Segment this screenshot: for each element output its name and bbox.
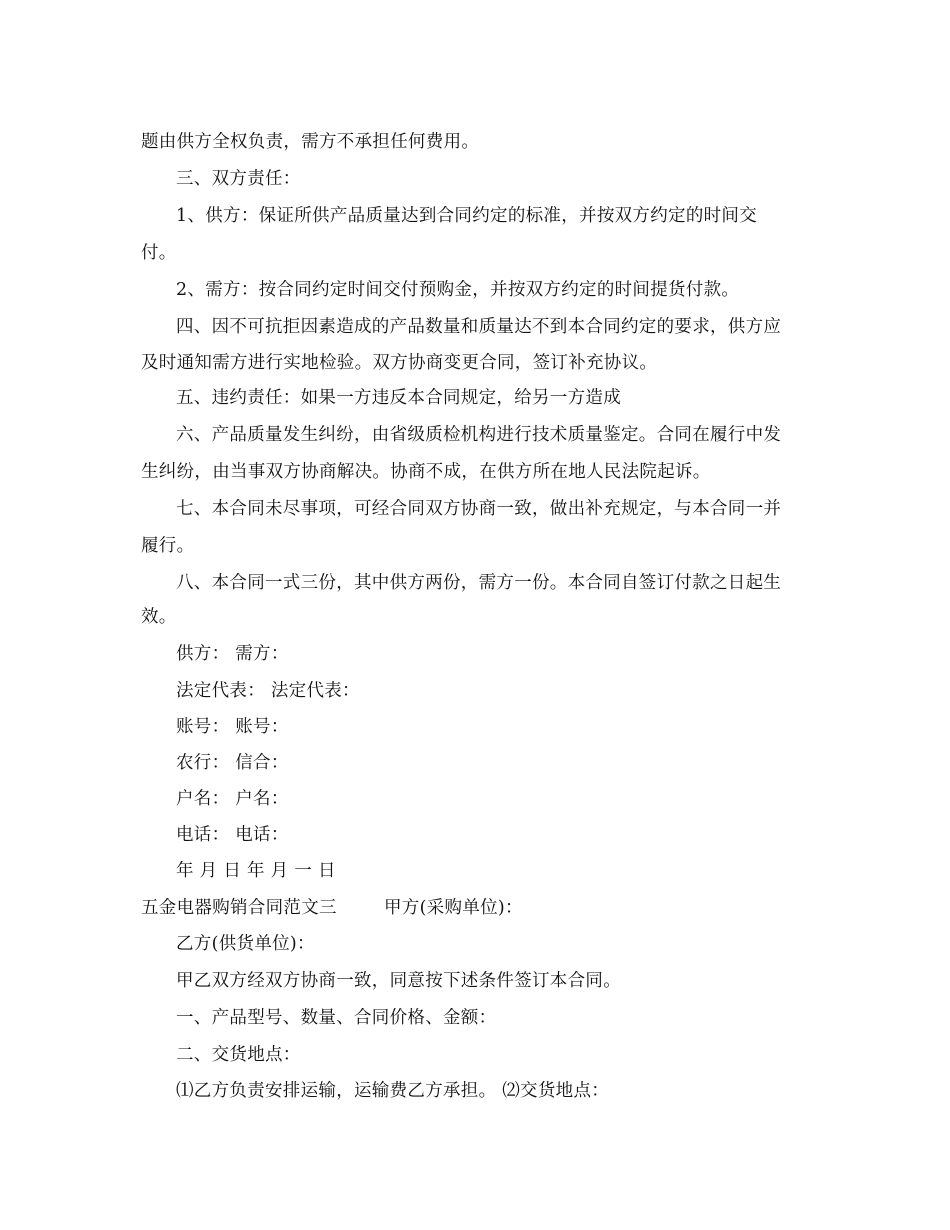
party-a-label: 甲方(采购单位)： — [384, 898, 523, 918]
signature-field: 电话： 电话： — [176, 825, 289, 845]
party-b-label: 乙方(供货单位)： — [176, 934, 315, 954]
date-line: 年 月 日 年 月 一 日 — [176, 861, 336, 881]
text-line: 五、违约责任：如果一方违反本合同规定，给另一方造成 — [176, 388, 621, 408]
text-line: 七、本合同未尽事项，可经合同双方协商一致，做出补充规定，与本合同一并 — [176, 499, 782, 519]
signature-field: 账号： 账号： — [176, 717, 289, 737]
text-line: 题由供方全权负责，需方不承担任何费用。 — [141, 132, 480, 152]
text-line: 2、需方：按合同约定时间交付预购金，并按双方约定的时间提货付款。 — [176, 280, 740, 300]
text-line: 效。 — [141, 607, 177, 627]
text-line: 甲乙双方经双方协商一致，同意按下述条件签订本合同。 — [176, 971, 621, 991]
section-heading: 三、双方责任： — [176, 169, 301, 189]
section-heading: 二、交货地点： — [176, 1045, 301, 1065]
signature-field: 户名： 户名： — [176, 789, 289, 809]
text-line: 1、供方：保证所供产品质量达到合同约定的标准，并按双方约定的时间交 — [176, 206, 758, 226]
signature-field: 供方： 需方： — [176, 644, 289, 664]
text-line: 生纠纷，由当事双方协商解决。协商不成，在供方所在地人民法院起诉。 — [141, 462, 711, 482]
text-line: 六、产品质量发生纠纷，由省级质检机构进行技术质量鉴定。合同在履行中发 — [176, 425, 782, 445]
text-line: 付。 — [141, 243, 177, 263]
text-line: 八、本合同一式三份，其中供方两份，需方一份。本合同自签订付款之日起生 — [176, 573, 782, 593]
section-heading: 一、产品型号、数量、合同价格、金额： — [176, 1008, 497, 1028]
text-line: ⑴乙方负责安排运输，运输费乙方承担。 ⑵交货地点： — [176, 1081, 610, 1101]
signature-field: 农行： 信合： — [176, 753, 289, 773]
text-line: 四、因不可抗拒因素造成的产品数量和质量达不到本合同约定的要求，供方应 — [176, 317, 782, 337]
document-title: 五金电器购销合同范文三 — [141, 898, 337, 918]
signature-field: 法定代表： 法定代表： — [176, 681, 360, 701]
text-line: 及时通知需方进行实地检验。双方协商变更合同，签订补充协议。 — [141, 353, 658, 373]
text-line: 履行。 — [141, 536, 195, 556]
